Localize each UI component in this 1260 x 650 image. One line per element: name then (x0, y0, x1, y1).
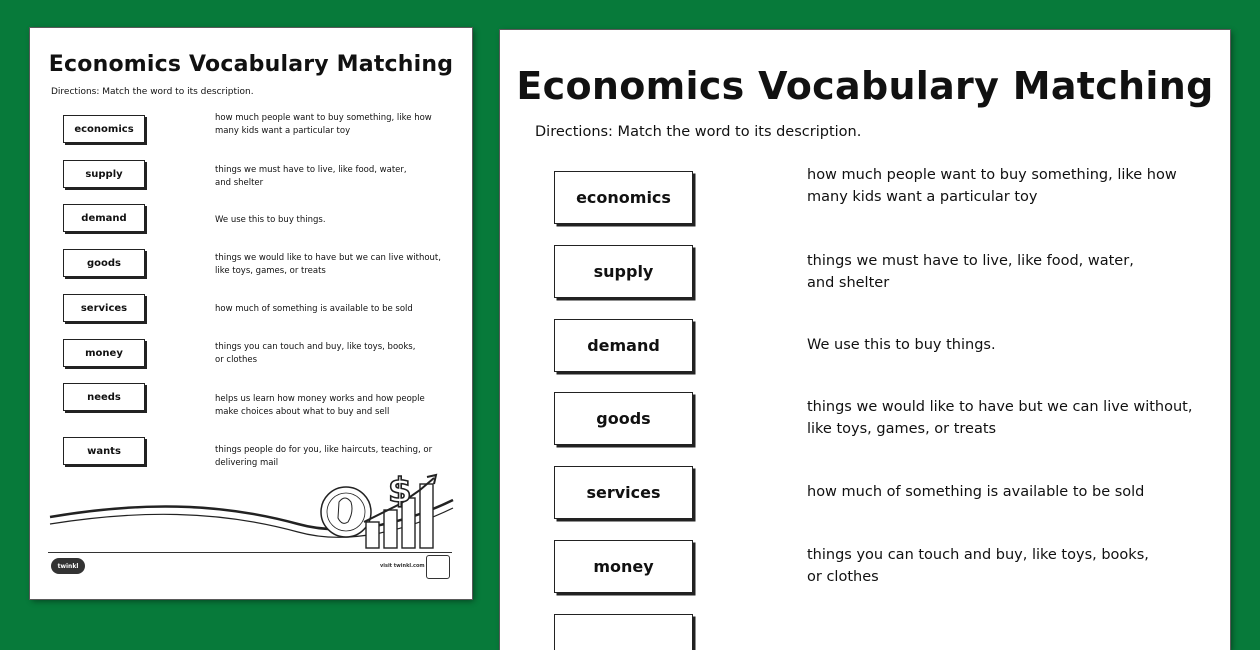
footer-badge-icon (426, 555, 450, 579)
description-text: how much people want to buy something, like how many kids want a particular toy (215, 113, 432, 136)
worksheet-zoomed (500, 30, 1230, 650)
footer-url: visit twinkl.com (380, 563, 425, 569)
directions-text: Directions: Match the word to its description. (535, 124, 862, 140)
coin-icon (321, 487, 371, 537)
word-box: demand (63, 204, 145, 232)
description-text: things we would like to have but we can live without, like toys, games, or treats (215, 253, 441, 276)
description-text: things you can touch and buy, like toys, books, or clothes (215, 342, 416, 365)
word-box: money (554, 540, 693, 593)
word-box: money (63, 339, 145, 367)
word-box: supply (63, 160, 145, 188)
word-box: needs (63, 383, 145, 411)
word-box (554, 614, 693, 650)
description-text: things you can touch and buy, like toys, books, or clothes (807, 547, 1149, 585)
description-text: things we must have to live, like food, water, and shelter (807, 253, 1134, 291)
word-box: economics (554, 171, 693, 224)
description-text: things people do for you, like haircuts, teaching, or delivering mail (215, 445, 433, 468)
directions-text: Directions: Match the word to its description. (51, 87, 254, 97)
description-text: helps us learn how money works and how people make choices about what to buy and sell (215, 394, 425, 417)
word-box: services (63, 294, 145, 322)
word-box: economics (63, 115, 145, 143)
description-text: things we must have to live, like food, water, and shelter (215, 165, 407, 188)
twinkl-logo-icon: twinkl (51, 558, 85, 574)
worksheet-thumbnail (30, 28, 472, 599)
description-text: things we would like to have but we can live without, like toys, games, or treats (807, 399, 1193, 437)
description-text: We use this to buy things. (215, 215, 326, 225)
footer-divider (48, 552, 452, 553)
description-text: We use this to buy things. (807, 337, 996, 353)
word-box: wants (63, 437, 145, 465)
word-box: demand (554, 319, 693, 372)
word-box: supply (554, 245, 693, 298)
description-text: how much of something is available to be sold (807, 484, 1145, 500)
description-text: how much of something is available to be sold (215, 304, 413, 314)
description-text: how much people want to buy something, like how many kids want a particular toy (807, 167, 1177, 205)
worksheet-title: Economics Vocabulary Matching (516, 64, 1214, 108)
worksheet-title: Economics Vocabulary Matching (48, 52, 454, 77)
word-box: goods (63, 249, 145, 277)
svg-text:$: $ (388, 471, 412, 511)
word-box: services (554, 466, 693, 519)
dollar-sign-icon (388, 471, 412, 511)
money-growth-illustration (48, 462, 458, 552)
word-box: goods (554, 392, 693, 445)
